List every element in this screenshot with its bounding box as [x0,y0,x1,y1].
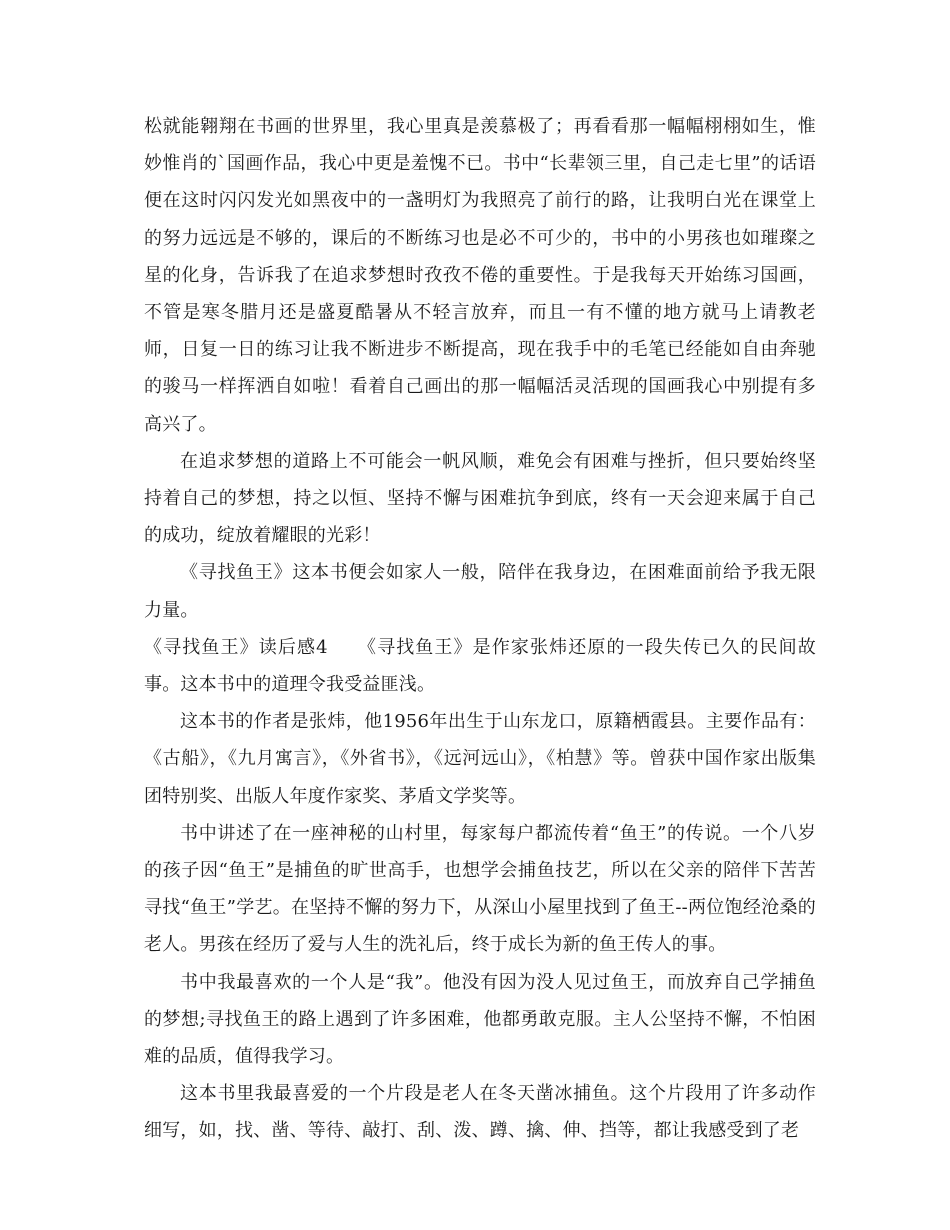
paragraph: 书中讲述了在一座神秘的山村里，每家每户都流传着“鱼王”的传说。一个八岁的孩子因“鱼王”是捕鱼的旷世高手，也想学会捕鱼技艺，所以在父亲的陪伴下苦苦寻找“鱼王”学艺。在坚持不懈的努力下，从深山小屋里找到了鱼王--两位饱经沧桑的老人。男孩在经历了爱与人生的洗礼后，终于成长为新的鱼王传人的事。 [144,822,816,956]
paragraph: 这本书的作者是张炜，他1956年出生于山东龙口，原籍栖霞县。主要作品有：《古船》，《九月寓言》，《外省书》，《远河远山》，《柏慧》等。曾获中国作家出版集团特别奖、出版人年度作家奖、茅盾文学奖等。 [144,711,816,807]
document-body [144,108,816,1150]
paragraph: 在追求梦想的道路上不可能会一帆风顺，难免会有困难与挫折，但只要始终坚持着自己的梦想，持之以恒、坚持不懈与困难抗争到底，终有一天会迎来属于自己的成功，绽放着耀眼的光彩！ [144,450,816,547]
paragraph: 这本书里我最喜爱的一个片段是老人在冬天凿冰捕鱼。这个片段用了许多动作细写，如，找、凿、等待、敲打、刮、泼、蹲、擒、伸、挡等，都让我感受到了老 [144,1083,816,1142]
paragraph: 书中我最喜欢的一个人是“我”。他没有因为没人见过鱼王，而放弃自己学捕鱼的梦想;寻找鱼王的路上遇到了许多困难，他都勇敢克服。主人公坚持不懈，不怕困难的品质，值得我学习。 [144,971,816,1068]
section-heading-paragraph: 《寻找鱼王》读后感4 《寻找鱼王》是作家张炜还原的一段失传已久的民间故事。这本书中的道理令我受益匪浅。 [144,636,816,696]
paragraph: 松就能翱翔在书画的世界里，我心里真是羡慕极了；再看看那一幅幅栩栩如生，惟妙惟肖的`国画作品，我心中更是羞愧不已。书中“长辈领三里，自己走七里”的话语便在这时闪闪发光如黑夜中的一盏明灯为我照亮了前行的路，让我明白光在课堂上的努力远远是不够的，课后的不断练习也是必不可少的，书中的小男孩也如璀璨之星的化身，告诉我了在追求梦想时孜孜不倦的重要性。于是我每天开始练习国画，不管是寒冬腊月还是盛夏酷暑从不轻言放弃，而且一有不懂的地方就马上请教老师，日复一日的练习让我不断进步不断提高，现在我手中的毛笔已经能如自由奔驰的骏马一样挥洒自如啦！看着自己画出的那一幅幅活灵活现的国画我心中别提有多高兴了。 [144,116,816,435]
paragraph: 《寻找鱼王》这本书便会如家人一般，陪伴在我身边，在困难面前给予我无限力量。 [144,562,816,621]
